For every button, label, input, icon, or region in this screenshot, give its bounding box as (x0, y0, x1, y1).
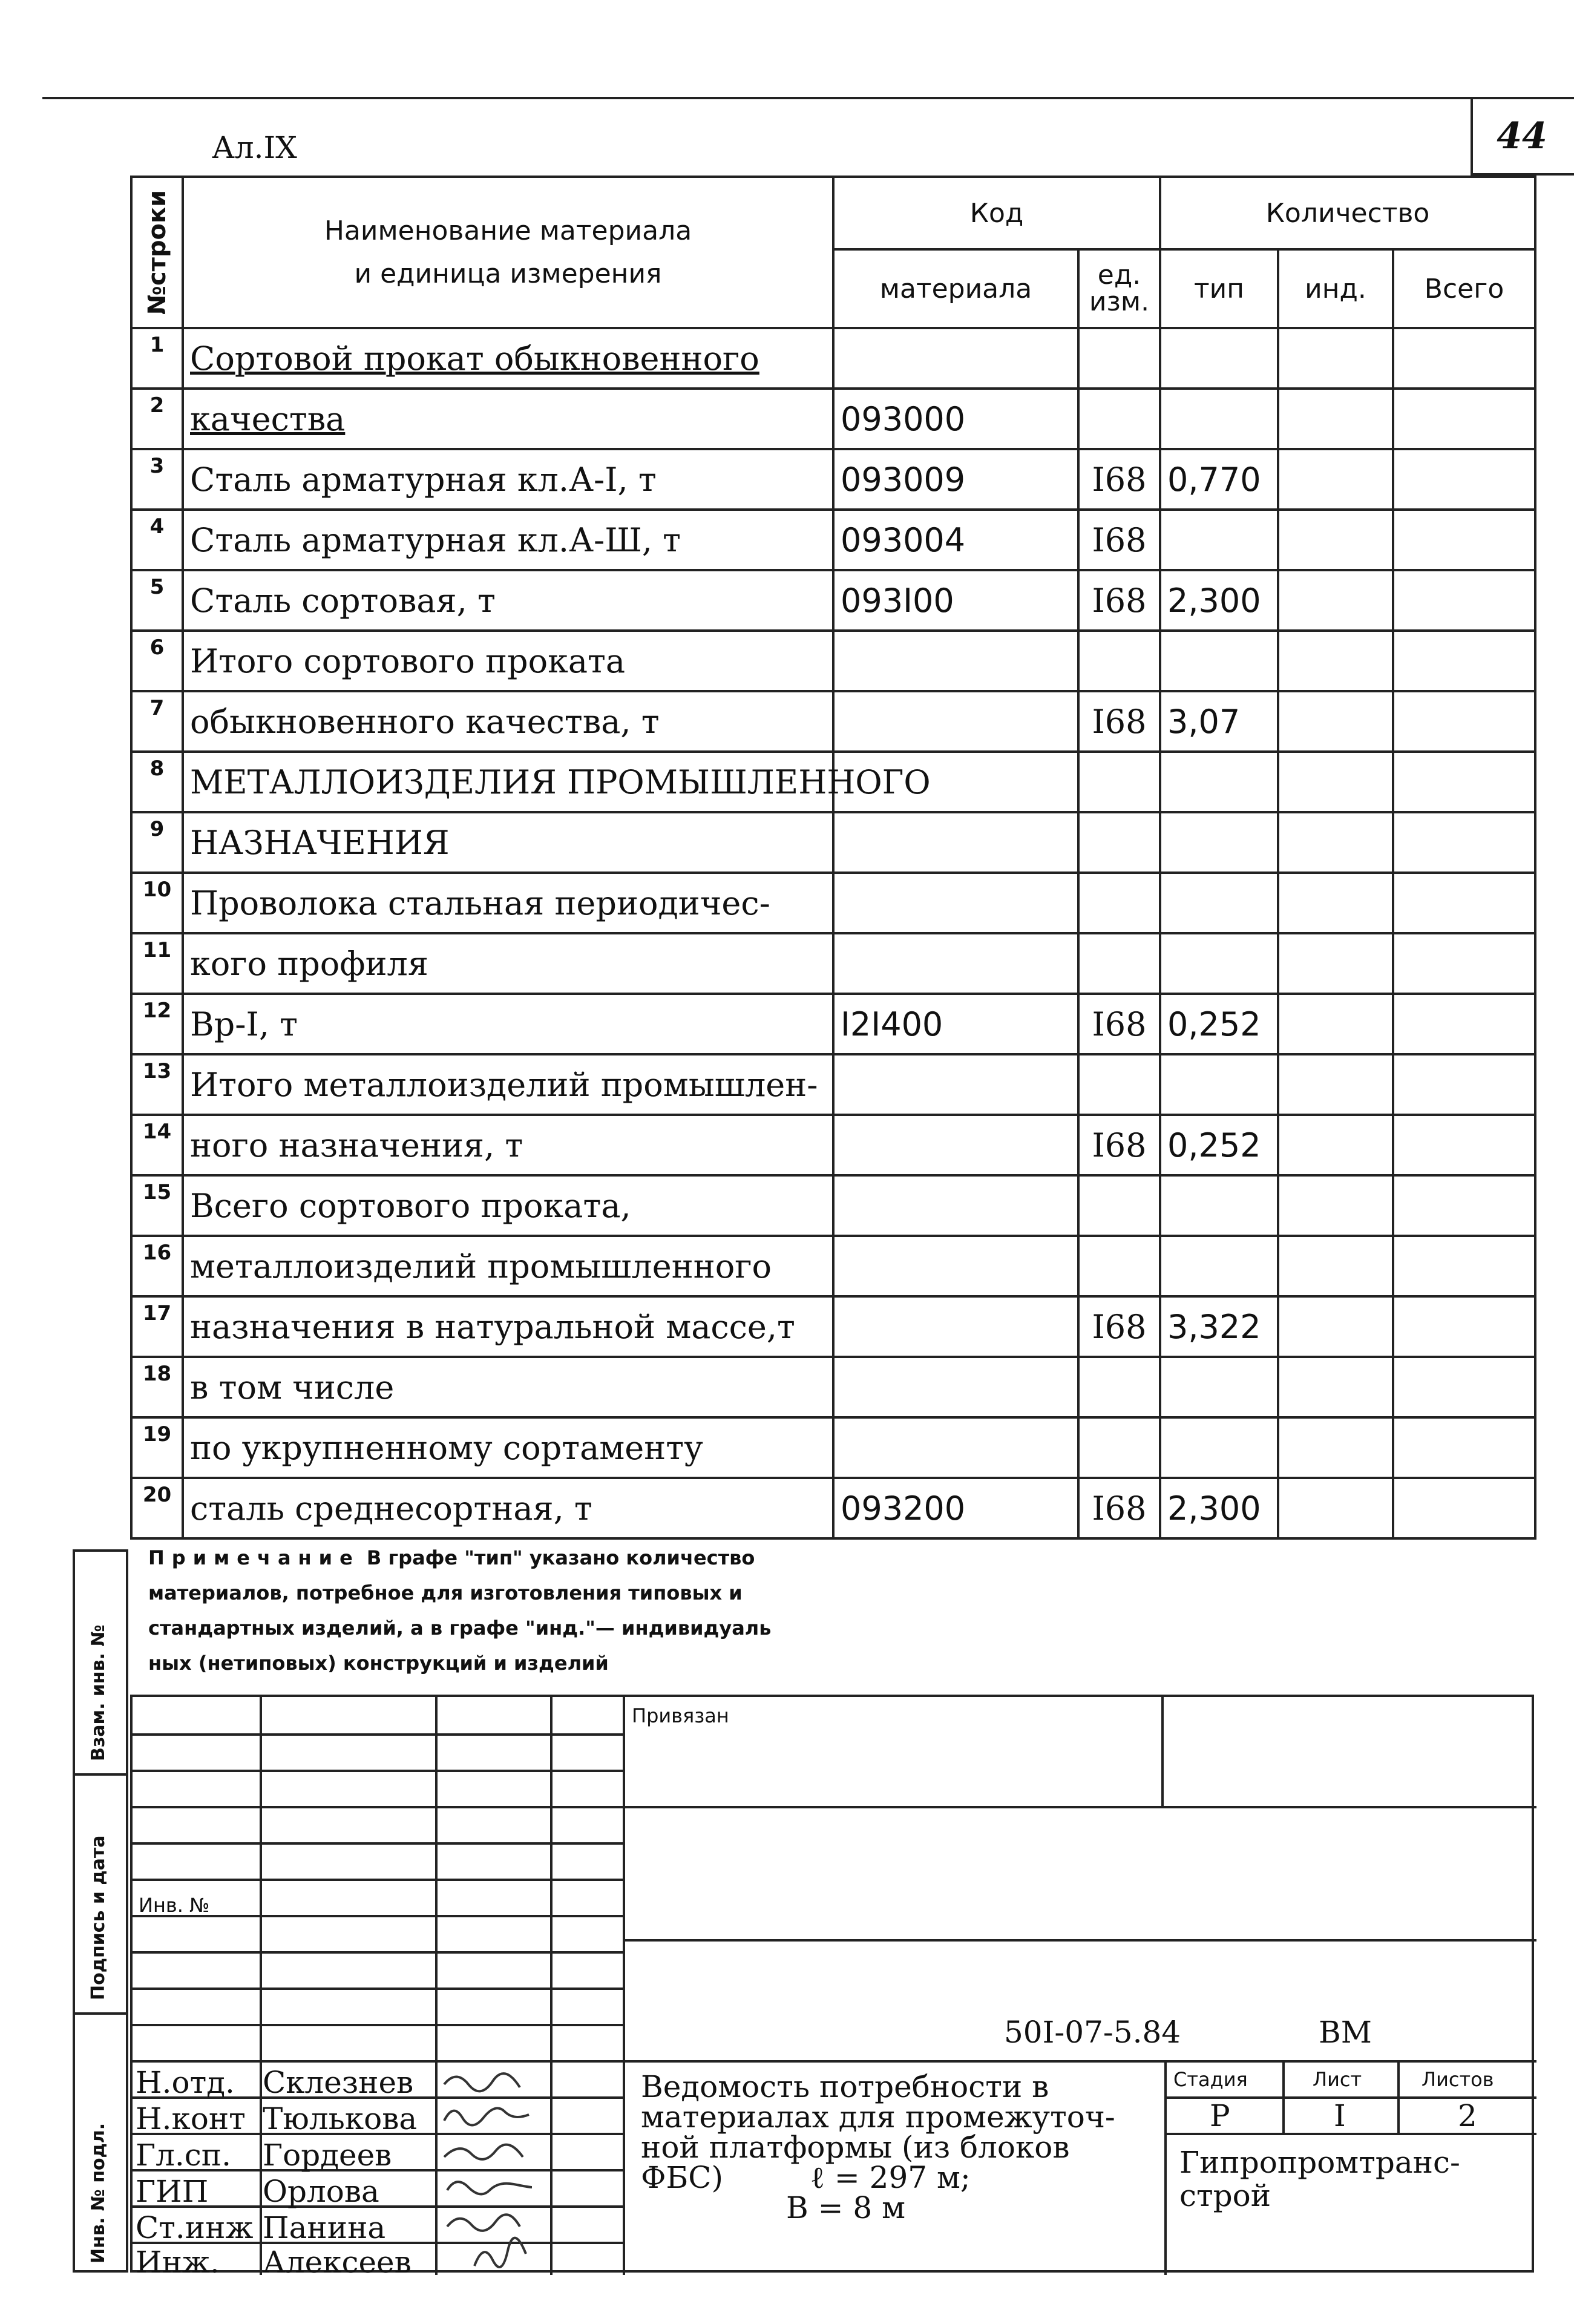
qty-individual (1278, 449, 1393, 510)
material-name: Сталь арматурная кл.А-I, т (183, 449, 833, 510)
table-row (131, 570, 1535, 631)
table-row (131, 328, 1535, 389)
grid-line (623, 1697, 625, 2275)
table-row (131, 510, 1535, 570)
material-name: НАЗНАЧЕНИЯ (183, 812, 833, 873)
table-row (131, 994, 1535, 1054)
row-number: 17 (131, 1296, 183, 1357)
row-number: 5 (131, 570, 183, 631)
header-individual: инд. (1278, 249, 1393, 328)
qty-type (1160, 752, 1278, 812)
qty-individual (1278, 1296, 1393, 1357)
header-quantity-group: Количество (1160, 177, 1535, 249)
row-number: 14 (131, 1115, 183, 1175)
table-note (148, 1540, 1044, 1681)
qty-individual (1278, 1175, 1393, 1236)
grid-line (260, 1697, 262, 2275)
unit-code (1078, 752, 1160, 812)
header-code-group: Код (833, 177, 1160, 249)
note-text-3: стандартных изделий, а в графе "инд."— индивидуаль (148, 1617, 772, 1640)
material-code: 093004 (833, 510, 1078, 570)
qty-type: 3,322 (1160, 1296, 1278, 1357)
material-code: 093I00 (833, 570, 1078, 631)
grid-line (133, 1733, 623, 1736)
sheets-value: 2 (1458, 2098, 1477, 2133)
material-code (833, 1054, 1078, 1115)
material-code (833, 691, 1078, 752)
title-length: ℓ = 297 м; (810, 2160, 971, 2195)
person-name: Орлова (263, 2174, 379, 2209)
qty-total (1393, 994, 1535, 1054)
qty-type (1160, 1417, 1278, 1478)
qty-individual (1278, 1054, 1393, 1115)
grid-line (133, 2060, 623, 2063)
qty-total (1393, 1115, 1535, 1175)
material-code: 093200 (833, 1478, 1078, 1538)
table-row (131, 933, 1535, 994)
material-code (833, 1417, 1078, 1478)
row-number: 15 (131, 1175, 183, 1236)
qty-total (1393, 1357, 1535, 1417)
table-row (131, 1296, 1535, 1357)
top-border-line (42, 97, 1574, 99)
grid-line (623, 1806, 1536, 1808)
grid-line (133, 1806, 623, 1808)
material-code (833, 1296, 1078, 1357)
qty-individual (1278, 994, 1393, 1054)
header-type: тип (1160, 249, 1278, 328)
grid-line (623, 1939, 1536, 1942)
qty-type (1160, 873, 1278, 933)
material-name: Итого сортового проката (183, 631, 833, 691)
qty-type (1160, 1175, 1278, 1236)
table-row (131, 449, 1535, 510)
qty-type (1160, 812, 1278, 873)
qty-individual (1278, 1115, 1393, 1175)
material-name: качества (183, 389, 833, 449)
inv-no-label: Инв. № (139, 1894, 210, 1917)
material-code (833, 1236, 1078, 1296)
qty-total (1393, 510, 1535, 570)
row-number: 11 (131, 933, 183, 994)
qty-type: 0,770 (1160, 449, 1278, 510)
qty-individual (1278, 1478, 1393, 1538)
title-width: В = 8 м (786, 2190, 906, 2225)
unit-code: I68 (1078, 570, 1160, 631)
row-number: 3 (131, 449, 183, 510)
document-mark: ВМ (1319, 2015, 1372, 2050)
material-name: металлоизделий промышленного (183, 1236, 833, 1296)
table-row (131, 1357, 1535, 1417)
qty-total (1393, 752, 1535, 812)
qty-type: 0,252 (1160, 994, 1278, 1054)
qty-type (1160, 1236, 1278, 1296)
qty-type: 2,300 (1160, 570, 1278, 631)
material-name: Итого металлоизделий промышлен- (183, 1054, 833, 1115)
qty-individual (1278, 631, 1393, 691)
qty-total (1393, 449, 1535, 510)
qty-type (1160, 1357, 1278, 1417)
qty-total (1393, 1296, 1535, 1357)
qty-individual (1278, 812, 1393, 873)
material-name: в том числе (183, 1357, 833, 1417)
qty-individual (1278, 389, 1393, 449)
qty-type (1160, 389, 1278, 449)
qty-total (1393, 328, 1535, 389)
material-name: обыкновенного качества, т (183, 691, 833, 752)
note-text-1: В графе "тип" указано количество (366, 1546, 755, 1569)
table-row (131, 873, 1535, 933)
page-number: 44 (1497, 115, 1547, 157)
qty-total (1393, 389, 1535, 449)
grid-line (1161, 1697, 1164, 1806)
grid-line (133, 1988, 623, 1990)
side-label-vzam: Взам. инв. № (88, 1624, 109, 1761)
material-code (833, 328, 1078, 389)
person-name: Склезнев (263, 2065, 414, 2100)
qty-individual (1278, 1357, 1393, 1417)
qty-individual (1278, 1236, 1393, 1296)
header-total: Всего (1393, 249, 1535, 328)
qty-type (1160, 1054, 1278, 1115)
grid-line (1282, 2060, 1285, 2133)
grid-line (1397, 2060, 1400, 2133)
grid-line (133, 1842, 623, 1845)
qty-individual (1278, 873, 1393, 933)
qty-type: 2,300 (1160, 1478, 1278, 1538)
unit-code (1078, 631, 1160, 691)
role-label: Н.отд. (136, 2065, 235, 2100)
sheet-label: Лист (1313, 2068, 1362, 2091)
qty-type: 3,07 (1160, 691, 1278, 752)
row-number: 9 (131, 812, 183, 873)
table-row (131, 691, 1535, 752)
grid-line (133, 1879, 623, 1881)
material-name: назначения в натуральной массе,т (183, 1296, 833, 1357)
material-code: 093000 (833, 389, 1078, 449)
qty-type (1160, 510, 1278, 570)
row-number: 20 (131, 1478, 183, 1538)
row-number: 10 (131, 873, 183, 933)
header-material-name: Наименование материала и единица измерения (183, 177, 833, 328)
unit-code (1078, 1417, 1160, 1478)
note-lead: Примечание (148, 1546, 360, 1569)
qty-total (1393, 1478, 1535, 1538)
table-row (131, 1115, 1535, 1175)
header-unit: ед. изм. (1078, 249, 1160, 328)
table-row (131, 1175, 1535, 1236)
material-name: Всего сортового проката, (183, 1175, 833, 1236)
material-name: сталь среднесортная, т (183, 1478, 833, 1538)
qty-individual (1278, 570, 1393, 631)
title-block (130, 1695, 1534, 2280)
unit-code: I68 (1078, 1478, 1160, 1538)
note-text-4: ных (нетиповых) конструкций и изделий (148, 1652, 609, 1675)
qty-total (1393, 631, 1535, 691)
sheet-label: Ал.IX (212, 130, 297, 165)
qty-type: 0,252 (1160, 1115, 1278, 1175)
qty-total (1393, 812, 1535, 873)
stage-label: Стадия (1173, 2068, 1248, 2091)
material-name: Проволока стальная периодичес- (183, 873, 833, 933)
header-material-code: материала (833, 249, 1078, 328)
stage-value: Р (1210, 2098, 1230, 2133)
unit-code (1078, 328, 1160, 389)
material-code (833, 873, 1078, 933)
row-number: 8 (131, 752, 183, 812)
role-label: Гл.сп. (136, 2138, 231, 2173)
material-code (833, 812, 1078, 873)
material-name: Вр-I, т (183, 994, 833, 1054)
table-row (131, 631, 1535, 691)
role-label: Н.конт (136, 2101, 246, 2136)
table-row (131, 389, 1535, 449)
row-number: 4 (131, 510, 183, 570)
grid-line (435, 1697, 438, 2275)
sheets-label: Листов (1422, 2068, 1494, 2091)
material-name: Сортовой прокат обыкновенного (183, 328, 833, 389)
row-number: 19 (131, 1417, 183, 1478)
row-number: 16 (131, 1236, 183, 1296)
material-name: ного назначения, т (183, 1115, 833, 1175)
role-label: ГИП (136, 2174, 209, 2209)
table-row (131, 812, 1535, 873)
unit-code (1078, 1054, 1160, 1115)
document-code: 50I-07-5.84 (1004, 2015, 1181, 2050)
title-line-4: ФБС) (641, 2160, 724, 2195)
organization-line-1: Гипропромтранс- (1179, 2145, 1460, 2180)
qty-type (1160, 631, 1278, 691)
material-name: кого профиля (183, 933, 833, 994)
unit-code (1078, 812, 1160, 873)
material-code: 093009 (833, 449, 1078, 510)
unit-code: I68 (1078, 449, 1160, 510)
material-code (833, 933, 1078, 994)
material-name: Сталь арматурная кл.А-Ш, т (183, 510, 833, 570)
person-name: Панина (263, 2210, 386, 2245)
qty-total (1393, 1417, 1535, 1478)
unit-code: I68 (1078, 1115, 1160, 1175)
material-name: Сталь сортовая, т (183, 570, 833, 631)
role-label: Инж. (136, 2245, 220, 2280)
material-code (833, 1175, 1078, 1236)
title-line-3: ной платформы (из блоков (641, 2130, 1070, 2165)
person-name: Тюлькова (263, 2101, 418, 2136)
row-number: 18 (131, 1357, 183, 1417)
privyazan-label: Привязан (632, 1704, 729, 1727)
qty-individual (1278, 691, 1393, 752)
unit-code (1078, 1175, 1160, 1236)
role-label: Ст.инж (136, 2210, 254, 2245)
title-line-1: Ведомость потребности в (641, 2069, 1049, 2104)
qty-total (1393, 570, 1535, 631)
table-row (131, 1478, 1535, 1538)
grid-line (133, 1770, 623, 1772)
qty-total (1393, 1054, 1535, 1115)
unit-code: I68 (1078, 1296, 1160, 1357)
row-number: 1 (131, 328, 183, 389)
grid-line (133, 1951, 623, 1954)
row-number: 7 (131, 691, 183, 752)
signatures-image (438, 2060, 547, 2275)
unit-code (1078, 933, 1160, 994)
row-number: 2 (131, 389, 183, 449)
material-code (833, 631, 1078, 691)
table-row (131, 752, 1535, 812)
person-name: Алексеев (263, 2245, 412, 2280)
unit-code (1078, 389, 1160, 449)
grid-line (1164, 2060, 1167, 2275)
unit-code (1078, 1236, 1160, 1296)
unit-code (1078, 1357, 1160, 1417)
header-row-number: №строки (131, 177, 183, 328)
qty-type (1160, 933, 1278, 994)
grid-line (133, 2024, 623, 2026)
qty-individual (1278, 933, 1393, 994)
material-code (833, 1357, 1078, 1417)
organization-line-2: строй (1179, 2178, 1271, 2213)
table-row (131, 1054, 1535, 1115)
qty-total (1393, 691, 1535, 752)
grid-line (550, 1697, 553, 2275)
unit-code (1078, 873, 1160, 933)
qty-total (1393, 1175, 1535, 1236)
unit-code: I68 (1078, 994, 1160, 1054)
title-line-2: материалах для промежуточ- (641, 2099, 1115, 2135)
qty-total (1393, 933, 1535, 994)
unit-code: I68 (1078, 510, 1160, 570)
material-name: МЕТАЛЛОИЗДЕЛИЯ ПРОМЫШЛЕННОГО (183, 752, 833, 812)
side-divider (73, 2012, 128, 2015)
qty-total (1393, 1236, 1535, 1296)
qty-individual (1278, 328, 1393, 389)
qty-individual (1278, 510, 1393, 570)
material-name: по укрупненному сортаменту (183, 1417, 833, 1478)
row-number: 6 (131, 631, 183, 691)
row-number: 13 (131, 1054, 183, 1115)
table-row (131, 1236, 1535, 1296)
qty-individual (1278, 1417, 1393, 1478)
table-row (131, 1417, 1535, 1478)
side-label-inv: Инв. № подл. (88, 2122, 109, 2263)
qty-individual (1278, 752, 1393, 812)
material-code (833, 1115, 1078, 1175)
side-divider (73, 1773, 128, 1776)
qty-type (1160, 328, 1278, 389)
unit-code: I68 (1078, 691, 1160, 752)
side-label-podpis: Подпись и дата (88, 1835, 109, 2000)
table-body (131, 328, 1535, 1538)
material-code: I2I400 (833, 994, 1078, 1054)
qty-total (1393, 873, 1535, 933)
materials-table (130, 176, 1536, 1540)
person-name: Гордеев (263, 2138, 392, 2173)
sheet-value: I (1334, 2098, 1346, 2133)
note-text-2: материалов, потребное для изготовления типовых и (148, 1581, 743, 1604)
row-number: 12 (131, 994, 183, 1054)
